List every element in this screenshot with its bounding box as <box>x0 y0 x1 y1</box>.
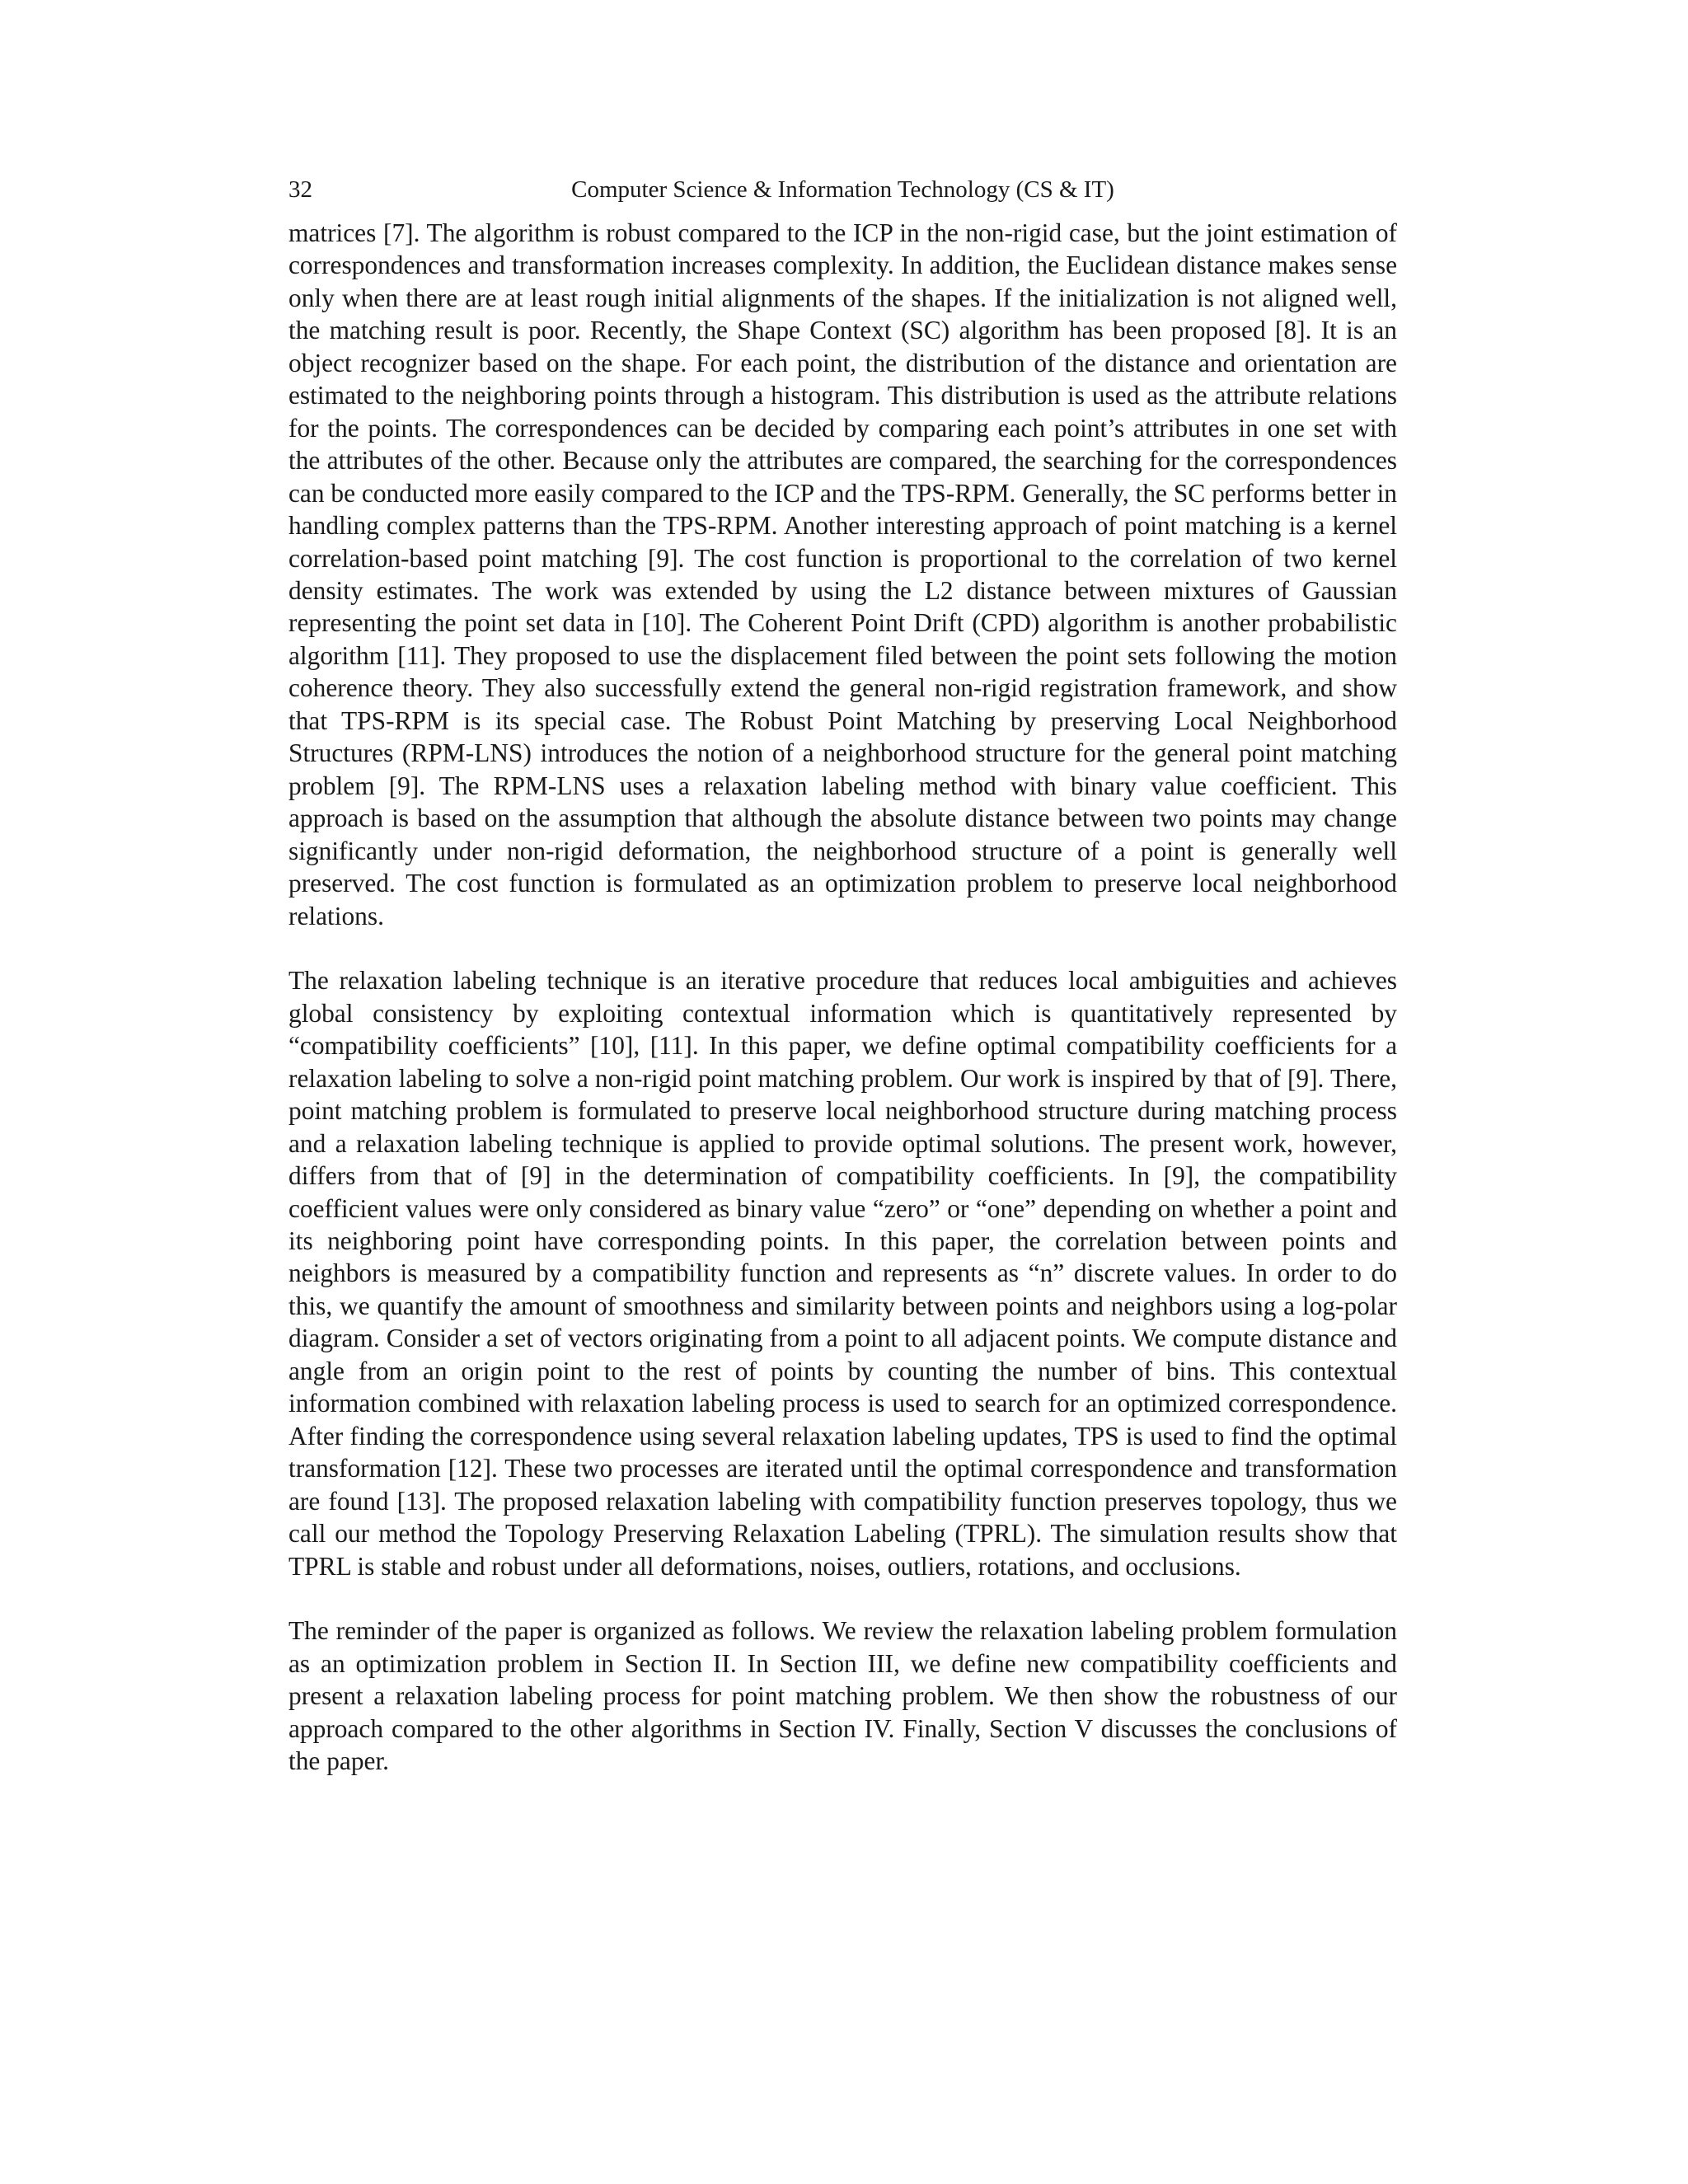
page-header <box>288 169 1397 210</box>
paragraph-3: The reminder of the paper is organized as follows. We review the relaxation labeling problem formulation as an optimization problem in Section II. In Section III, we define new compatibility coefficients and present a relaxation labeling process for point matching problem. We then show the robustness of our approach compared to the other algorithms in Section IV. Finally, Section V discusses the conclusions of the paper. <box>288 1616 1397 1776</box>
paragraph-2: The relaxation labeling technique is an iterative procedure that reduces local ambiguities and achieves global consistency by exploiting contextual information which is quantitatively represented by “compatibility coefficients” [10], [11]. In this paper, we define optimal compatibility coefficients for a relaxation labeling to solve a non-rigid point matching problem. Our work is inspired by that of [9]. There, point matching problem is formulated to preserve local neighborhood structure during matching process and a relaxation labeling technique is applied to provide optimal solutions. The present work, however, differs from that of [9] in the determination of compatibility coefficients. In [9], the compatibility coefficient values were only considered as binary value “zero” or “one” depending on whether a point and its neighboring point have corresponding points. In this paper, the correlation between points and neighbors is measured by a compatibility function and represents as “n” discrete values. In order to do this, we quantify the amount of smoothness and similarity between points and neighbors using a log-polar diagram. Consider a set of vectors originating from a point to all adjacent points. We compute distance and angle from an origin point to the rest of points by counting the number of bins. This contextual information combined with relaxation labeling process is used to search for an optimized correspondence. After finding the correspondence using several relaxation labeling updates, TPS is used to find the optimal transformation [12]. These two processes are iterated until the optimal correspondence and transformation are found [13]. The proposed relaxation labeling with compatibility function preserves topology, thus we call our method the Topology Preserving Relaxation Labeling (TPRL). The simulation results show that TPRL is stable and robust under all deformations, noises, outliers, rotations, and occlusions. <box>288 966 1397 1581</box>
paragraph-1: matrices [7]. The algorithm is robust compared to the ICP in the non-rigid case, but the joint estimation of correspondences and transformation increases complexity. In addition, the Euclidean distance makes sense only when there are at least rough initial alignments of the shapes. If the initialization is not aligned well, the matching result is poor. Recently, the Shape Context (SC) algorithm has been proposed [8]. It is an object recognizer based on the shape. For each point, the distribution of the distance and orientation are estimated to the neighboring points through a histogram. This distribution is used as the attribute relations for the points. The correspondences can be decided by comparing each point’s attributes in one set with the attributes of the other. Because only the attributes are compared, the searching for the correspondences can be conducted more easily compared to the ICP and the TPS-RPM. Generally, the SC performs better in handling complex patterns than the TPS-RPM. Another interesting approach of point matching is a kernel correlation-based point matching [9]. The cost function is proportional to the correlation of two kernel density estimates. The work was extended by using the L2 distance between mixtures of Gaussian representing the point set data in [10]. The Coherent Point Drift (CPD) algorithm is another probabilistic algorithm [11]. They proposed to use the displacement filed between the point sets following the motion coherence theory. They also successfully extend the general non-rigid registration framework, and show that TPS-RPM is its special case. The Robust Point Matching by preserving Local Neighborhood Structures (RPM-LNS) introduces the notion of a neighborhood structure for the general point matching problem [9]. The RPM-LNS uses a relaxation labeling method with binary value coefficient. This approach is based on the assumption that although the absolute distance between two points may change significantly under non-rigid deformation, the neighborhood structure of a point is generally well preserved. The cost function is formulated as an optimization problem to preserve local neighborhood relations. <box>288 218 1397 930</box>
running-title: Computer Science & Information Technology (CS & IT) <box>571 176 1114 203</box>
page-number: 32 <box>288 176 312 203</box>
body-text <box>288 217 1397 1778</box>
